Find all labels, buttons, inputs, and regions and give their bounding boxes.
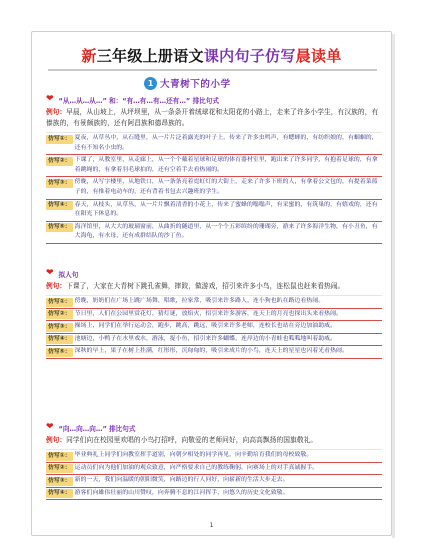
example-sentence	[46, 435, 382, 446]
title-part-4: 晨读单	[295, 47, 342, 65]
example-text: 同学们向在校园里欢唱的小鸟打招呼，向敬爱的老师问好，向高高飘扬的国旗敬礼。	[66, 436, 318, 444]
imitation-list	[46, 132, 382, 244]
imitation-tag: 仿写③：	[48, 477, 71, 484]
title-part-1: 新	[81, 47, 97, 65]
imitation-tag: 仿写②：	[48, 311, 71, 318]
imitation-item	[46, 177, 382, 199]
imitation-tag: 仿写③：	[48, 323, 71, 330]
imitation-list	[46, 449, 382, 500]
imitation-item	[46, 200, 382, 222]
example-text: 下课了，大家在大青树下跳孔雀舞，摔跤，做游戏，招引来许多小鸟，连松鼠也赶来看热闹。	[66, 282, 345, 290]
imitation-item	[46, 309, 382, 322]
imitation-tag: 仿写①：	[48, 135, 71, 142]
imitation-tag: 仿写③：	[48, 179, 71, 186]
imitation-tag: 仿写④：	[48, 202, 71, 209]
example-label: 例句：	[46, 282, 67, 290]
imitation-item	[46, 296, 382, 309]
page-number: 1	[209, 522, 214, 529]
imitation-text: 操场上，同学们在举行运动会，跑步，跳高，跳远，吸引来许多老师，连校长也站在旁边加油助威。	[74, 323, 337, 330]
page-title	[32, 45, 391, 66]
section-heading-text: “从…从…从…” 和：“有…有…有…还有…” 排比句式	[58, 96, 219, 105]
imitation-tag: 仿写①：	[48, 452, 71, 459]
imitation-text: 节日里，人们在公园里赏花灯，猜灯谜，放焰火，招引来许多游客，连天上的月亮也探出头来看热闹。	[74, 310, 342, 317]
heart-icon: ❤	[46, 268, 54, 278]
section-heading	[46, 422, 382, 433]
imitation-text: 新的一天，我们向温暖的朝阳微笑，向路边的行人问好，向崭新的生活大步走去。	[74, 477, 289, 484]
imitation-text: 夏夜，从草丛中，从石缝里，从一片片泛着露光的叶子上，传来了许多虫鸣声，有蟋蟀的，有纺织娘的，有蝈蝈的，还有不知名小虫的。	[74, 135, 378, 151]
imitation-text: 春天，从枝头，从草丛，从一片片飘着清香的小花上，传来了蜜蜂的嗡嗡声，有采蜜的，有筑巢的，有嬉戏的，还有在阳光下休息的。	[74, 201, 378, 218]
example-sentence	[46, 107, 382, 129]
section-heading	[46, 94, 382, 105]
title-part-3: 课内句子仿写	[203, 47, 296, 65]
imitation-tag: 仿写②：	[48, 157, 71, 164]
imitation-item	[46, 475, 382, 488]
imitation-tag: 仿写④：	[48, 490, 71, 497]
imitation-item	[46, 463, 382, 476]
title-divider	[48, 69, 377, 71]
imitation-item	[46, 155, 382, 177]
imitation-item	[46, 334, 382, 347]
imitation-text: 游客们向雄伟壮丽的山川赞叹，向奔腾不息的江河挥手，向悠久的历史文化致敬。	[74, 489, 289, 496]
imitation-tag: 仿写⑤：	[48, 224, 71, 231]
imitation-tag: 仿写④：	[48, 336, 71, 343]
imitation-text: 傍晚，从写字楼里，从地铁口，从一条条亮着霓虹灯的大街上，走来了许多下班的人，有拿着公文包的，有提着菜篮子的，有推着电动车的，还有背着书包去兴趣班的学生。	[74, 179, 378, 195]
imitation-tag: 仿写⑤：	[48, 348, 71, 355]
lesson-header	[144, 75, 231, 91]
imitation-text: 毕业典礼上同学们向教室挥手道别，向朝夕相处的同学再见，向辛勤培育我们的母校致敬。	[74, 452, 313, 458]
heart-icon: ❤	[46, 422, 54, 432]
page-shadow	[392, 34, 395, 538]
example-sentence	[46, 281, 382, 292]
imitation-item	[46, 346, 382, 359]
example-text: 早晨，从山坡上，从坪坝里，从一条条开着绒球花和太阳花的小路上，走来了许多小学生，有汉族的，有傣族的，有景颇族的，还有阿昌族和德昂族的。	[46, 108, 379, 127]
imitation-tag: 仿写①：	[48, 298, 71, 305]
imitation-item	[46, 133, 382, 155]
section-heading-text: “向…向…向…” 排比句式	[58, 424, 136, 433]
section-personification	[46, 268, 382, 359]
imitation-text: 深秋的早上，果子在树上挂满，红彤彤，沉甸甸的，吸引来成片的小鸟，连天上的星星也闪着光看热闹。	[74, 348, 348, 355]
lesson-name: 大青树下的小学	[160, 79, 231, 90]
title-part-2: 三年级上册语文	[96, 47, 204, 65]
example-label: 例句：	[46, 108, 67, 116]
imitation-item	[46, 222, 382, 244]
imitation-text: 运动员们向为他们加油的观众致意，向严格要求自己的教练鞠躬，向赛场上的对手真诚握手。	[74, 464, 319, 471]
lesson-number-badge: 1	[144, 77, 157, 90]
section-heading-text: 拟人句	[58, 270, 79, 279]
imitation-text: 海洋馆里，从大大的玻璃窗前，从曲折的隧道里，从一个个五彩缤纷的珊瑚旁，游来了许多海洋生物，有小丑鱼，有大海龟，有水母，还有成群结队的沙丁鱼。	[74, 223, 378, 240]
heart-icon: ❤	[46, 94, 54, 104]
imitation-list	[46, 295, 382, 359]
section-parallel-cong-you	[46, 94, 382, 244]
imitation-tag: 仿写②：	[48, 465, 71, 472]
imitation-item	[46, 321, 382, 334]
worksheet-page	[31, 31, 392, 536]
imitation-text: 下课了，从教室里，从走廊上，从一个个戴着星球和足球的体育器材室里，跑出来了许多同学，有抱着足球的，有拿着跳绳的，有拿着羽毛球拍的，还有空着手去看热闹的。	[74, 157, 378, 173]
section-parallel-xiang	[46, 422, 382, 500]
imitation-text: 傍晚，奶奶们在广场上跳广场舞，唱歌，拉家常，吸引来许多路人，连小狗也趴在路边看热闹。	[74, 298, 325, 304]
imitation-item	[46, 488, 382, 501]
section-heading	[46, 268, 382, 279]
imitation-text: 池塘边，小鸭子在水里戏水，游泳，捉小鱼，招引来许多蝴蝶，连岸边的小青蛙也呱呱地叫着助威。	[74, 335, 337, 342]
example-label: 例句：	[46, 436, 67, 444]
imitation-item	[46, 450, 382, 463]
